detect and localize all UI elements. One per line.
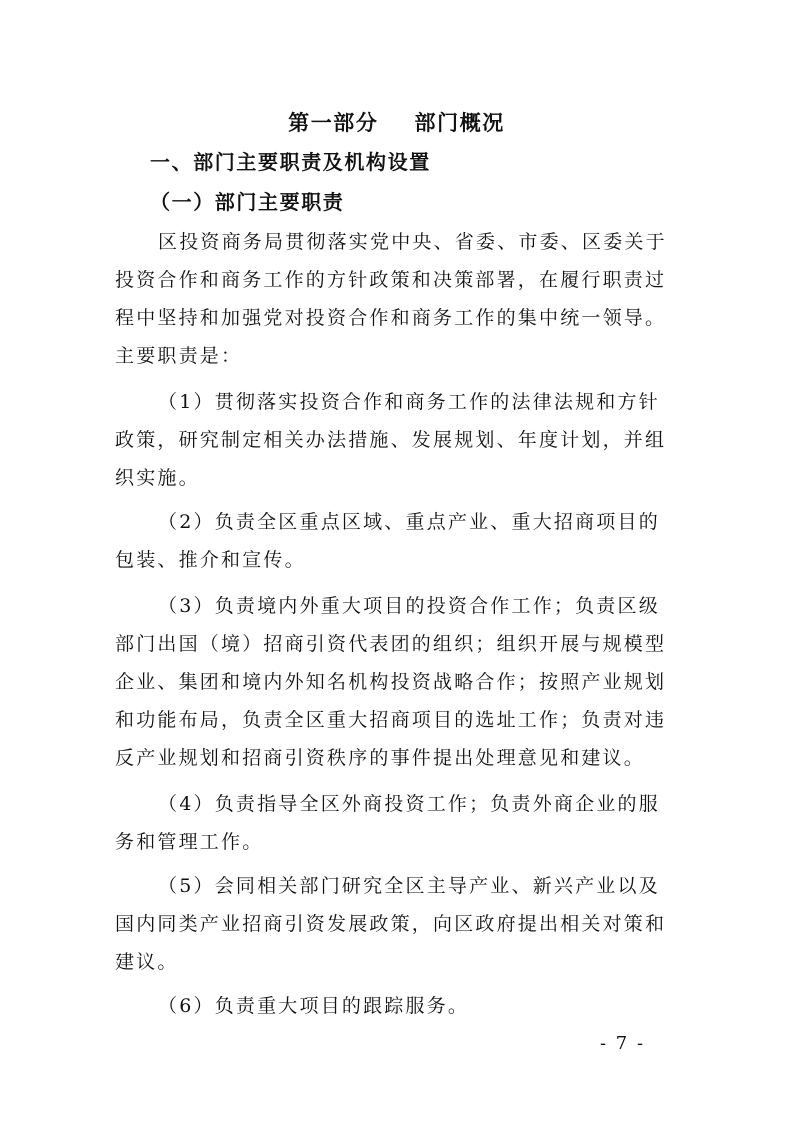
paragraph-line: 部门出国（境）招商引资代表团的组织；组织开展与规模型 [115,633,667,655]
paragraph-line: 国内同类产业招商引资发展政策，向区政府提出相关对策和 [115,913,667,935]
subsection-heading: （一）部门主要职责 [150,190,345,214]
paragraph-line: 政策，研究制定相关办法措施、发展规划、年度计划，并组 [115,429,667,451]
paragraph-line: 区投资商务局贯彻落实党中央、省委、市委、区委关于 [158,231,667,253]
paragraph-line: 反产业规划和招商引资秩序的事件提出处理意见和建议。 [115,747,646,769]
paragraph-line: 主要职责是： [115,345,243,367]
paragraph-line: （5）会同相关部门研究全区主导产业、新兴产业以及 [158,875,660,897]
paragraph-line: 务和管理工作。 [115,831,264,853]
part-name: 部门概况 [414,111,505,135]
paragraph-line: 企业、集团和境内外知名机构投资战略合作；按照产业规划 [115,671,667,693]
paragraph-line: 程中坚持和加强党对投资合作和商务工作的集中统一领导。 [115,307,667,329]
part-label: 第一部分 [288,111,379,135]
paragraph-line: 和功能布局，负责全区重大招商项目的选址工作；负责对违 [115,709,667,731]
paragraph-line: 织实施。 [115,467,200,489]
paragraph-line: （1）贯彻落实投资合作和商务工作的法律法规和方针 [158,391,660,413]
paragraph-line: 投资合作和商务工作的方针政策和决策部署，在履行职责过 [115,269,667,291]
paragraph-line: （6）负责重大项目的跟踪服务。 [158,995,470,1017]
page-number: - 7 - [600,1033,646,1054]
section-heading: 一、部门主要职责及机构设置 [150,150,431,174]
paragraph-line: （3）负责境内外重大项目的投资合作工作；负责区级 [158,595,660,617]
paragraph-line: 建议。 [115,951,179,973]
paragraph-line: 包装、推介和宣传。 [115,549,306,571]
paragraph-line: （2）负责全区重点区域、重点产业、重大招商项目的 [158,511,660,533]
part-title [0,110,793,136]
paragraph-line: （4）负责指导全区外商投资工作；负责外商企业的服 [158,793,660,815]
